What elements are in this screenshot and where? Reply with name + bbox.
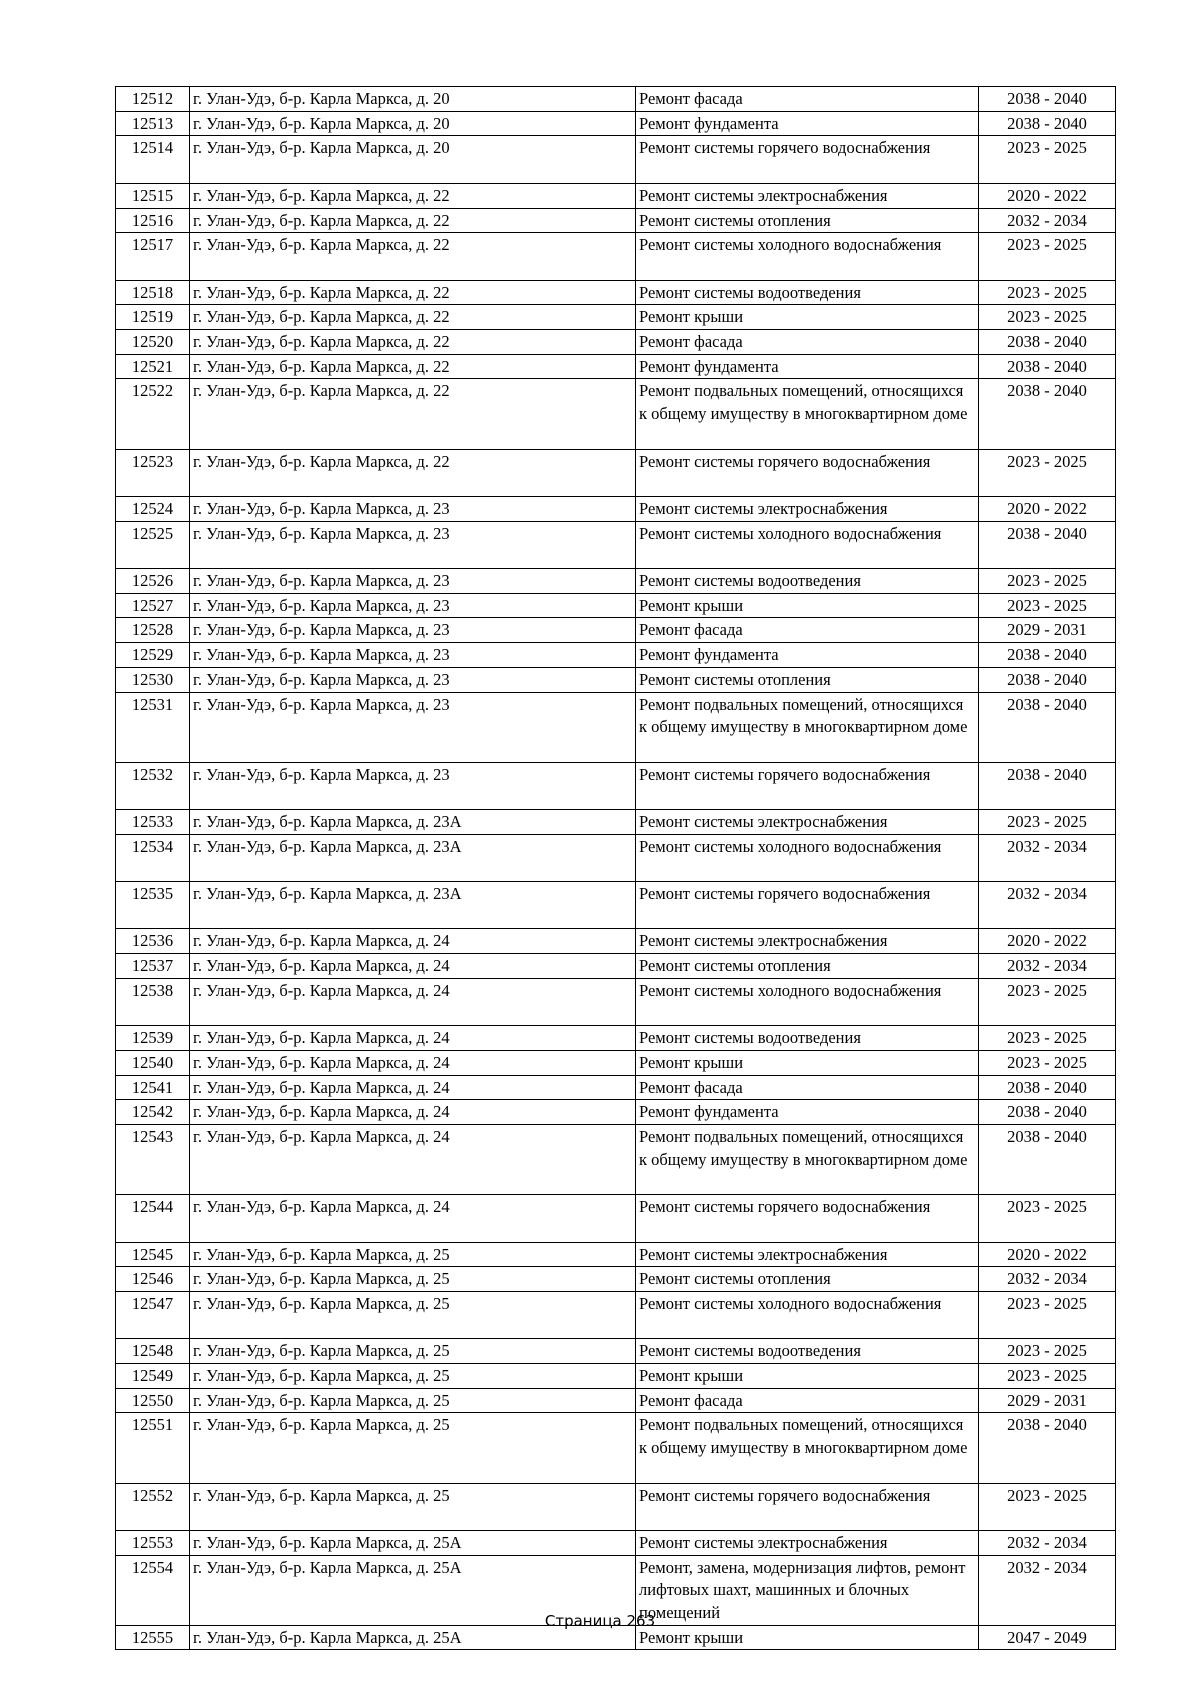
work-type-cell: Ремонт системы холодного водоснабжения (636, 1291, 979, 1338)
address-cell: г. Улан-Удэ, б-р. Карла Маркса, д. 23А (190, 882, 636, 929)
period-cell: 2023 - 2025 (979, 809, 1116, 834)
work-type-cell: Ремонт системы водоотведения (636, 568, 979, 593)
address-cell: г. Улан-Удэ, б-р. Карла Маркса, д. 20 (190, 136, 636, 183)
period-cell: 2032 - 2034 (979, 882, 1116, 929)
work-type-cell: Ремонт фасада (636, 1075, 979, 1100)
row-number-cell: 12517 (116, 233, 190, 280)
period-cell: 2023 - 2025 (979, 305, 1116, 330)
address-cell: г. Улан-Удэ, б-р. Карла Маркса, д. 23 (190, 593, 636, 618)
period-cell: 2032 - 2034 (979, 834, 1116, 881)
address-cell: г. Улан-Удэ, б-р. Карла Маркса, д. 25А (190, 1625, 636, 1650)
period-cell: 2038 - 2040 (979, 1413, 1116, 1483)
work-type-cell: Ремонт крыши (636, 593, 979, 618)
work-type-cell: Ремонт, замена, модернизация лифтов, ремонт лифтовых шахт, машинных и блочных помещений (636, 1555, 979, 1625)
row-number-cell: 12540 (116, 1050, 190, 1075)
period-cell: 2038 - 2040 (979, 692, 1116, 762)
work-type-cell: Ремонт подвальных помещений, относящихся к общему имуществу в многоквартирном доме (636, 379, 979, 449)
work-type-cell: Ремонт крыши (636, 1625, 979, 1650)
row-number-cell: 12522 (116, 379, 190, 449)
table-row (116, 183, 1116, 208)
address-cell: г. Улан-Удэ, б-р. Карла Маркса, д. 24 (190, 1050, 636, 1075)
address-cell: г. Улан-Удэ, б-р. Карла Маркса, д. 22 (190, 449, 636, 496)
work-type-cell: Ремонт системы электроснабжения (636, 496, 979, 521)
period-cell: 2023 - 2025 (979, 1026, 1116, 1051)
address-cell: г. Улан-Удэ, б-р. Карла Маркса, д. 23А (190, 834, 636, 881)
address-cell: г. Улан-Удэ, б-р. Карла Маркса, д. 23 (190, 667, 636, 692)
row-number-cell: 12552 (116, 1483, 190, 1530)
address-cell: г. Улан-Удэ, б-р. Карла Маркса, д. 22 (190, 354, 636, 379)
period-cell: 2038 - 2040 (979, 87, 1116, 112)
row-number-cell: 12523 (116, 449, 190, 496)
row-number-cell: 12534 (116, 834, 190, 881)
address-cell: г. Улан-Удэ, б-р. Карла Маркса, д. 23 (190, 496, 636, 521)
row-number-cell: 12541 (116, 1075, 190, 1100)
address-cell: г. Улан-Удэ, б-р. Карла Маркса, д. 25 (190, 1483, 636, 1530)
work-type-cell: Ремонт фундамента (636, 354, 979, 379)
table-row (116, 1339, 1116, 1364)
work-type-cell: Ремонт системы холодного водоснабжения (636, 834, 979, 881)
work-type-cell: Ремонт системы отопления (636, 1267, 979, 1292)
table-row (116, 1388, 1116, 1413)
table-row (116, 1413, 1116, 1483)
work-type-cell: Ремонт фундамента (636, 111, 979, 136)
row-number-cell: 12543 (116, 1125, 190, 1195)
period-cell: 2020 - 2022 (979, 183, 1116, 208)
table-row (116, 354, 1116, 379)
address-cell: г. Улан-Удэ, б-р. Карла Маркса, д. 25 (190, 1364, 636, 1389)
row-number-cell: 12554 (116, 1555, 190, 1625)
address-cell: г. Улан-Удэ, б-р. Карла Маркса, д. 24 (190, 954, 636, 979)
period-cell: 2029 - 2031 (979, 618, 1116, 643)
period-cell: 2023 - 2025 (979, 1483, 1116, 1530)
period-cell: 2023 - 2025 (979, 978, 1116, 1025)
table-row (116, 1075, 1116, 1100)
period-cell: 2038 - 2040 (979, 111, 1116, 136)
period-cell: 2038 - 2040 (979, 521, 1116, 568)
period-cell: 2023 - 2025 (979, 1195, 1116, 1242)
row-number-cell: 12542 (116, 1100, 190, 1125)
row-number-cell: 12516 (116, 208, 190, 233)
address-cell: г. Улан-Удэ, б-р. Карла Маркса, д. 23А (190, 809, 636, 834)
row-number-cell: 12515 (116, 183, 190, 208)
row-number-cell: 12531 (116, 692, 190, 762)
table-row (116, 568, 1116, 593)
row-number-cell: 12528 (116, 618, 190, 643)
work-type-cell: Ремонт системы электроснабжения (636, 929, 979, 954)
table-row (116, 618, 1116, 643)
row-number-cell: 12532 (116, 762, 190, 809)
address-cell: г. Улан-Удэ, б-р. Карла Маркса, д. 24 (190, 1075, 636, 1100)
period-cell: 2023 - 2025 (979, 136, 1116, 183)
period-cell: 2023 - 2025 (979, 233, 1116, 280)
address-cell: г. Улан-Удэ, б-р. Карла Маркса, д. 24 (190, 1125, 636, 1195)
table-row (116, 882, 1116, 929)
period-cell: 2038 - 2040 (979, 762, 1116, 809)
page-number: Страница 263 (544, 1612, 656, 1630)
row-number-cell: 12546 (116, 1267, 190, 1292)
period-cell: 2023 - 2025 (979, 1291, 1116, 1338)
work-type-cell: Ремонт крыши (636, 1364, 979, 1389)
period-cell: 2023 - 2025 (979, 593, 1116, 618)
row-number-cell: 12555 (116, 1625, 190, 1650)
table-row (116, 1242, 1116, 1267)
address-cell: г. Улан-Удэ, б-р. Карла Маркса, д. 23 (190, 521, 636, 568)
period-cell: 2038 - 2040 (979, 1100, 1116, 1125)
address-cell: г. Улан-Удэ, б-р. Карла Маркса, д. 25 (190, 1413, 636, 1483)
table-row (116, 1267, 1116, 1292)
table-row (116, 379, 1116, 449)
row-number-cell: 12526 (116, 568, 190, 593)
table-row (116, 929, 1116, 954)
work-type-cell: Ремонт системы водоотведения (636, 280, 979, 305)
work-type-cell: Ремонт системы горячего водоснабжения (636, 136, 979, 183)
table-row (116, 1125, 1116, 1195)
address-cell: г. Улан-Удэ, б-р. Карла Маркса, д. 22 (190, 280, 636, 305)
period-cell: 2038 - 2040 (979, 330, 1116, 355)
work-type-cell: Ремонт подвальных помещений, относящихся к общему имуществу в многоквартирном доме (636, 692, 979, 762)
period-cell: 2032 - 2034 (979, 1555, 1116, 1625)
address-cell: г. Улан-Удэ, б-р. Карла Маркса, д. 24 (190, 1100, 636, 1125)
table-body (116, 87, 1116, 1650)
row-number-cell: 12536 (116, 929, 190, 954)
address-cell: г. Улан-Удэ, б-р. Карла Маркса, д. 23 (190, 643, 636, 668)
work-type-cell: Ремонт фундамента (636, 1100, 979, 1125)
table-row (116, 1050, 1116, 1075)
work-type-cell: Ремонт крыши (636, 1050, 979, 1075)
row-number-cell: 12514 (116, 136, 190, 183)
address-cell: г. Улан-Удэ, б-р. Карла Маркса, д. 23 (190, 762, 636, 809)
address-cell: г. Улан-Удэ, б-р. Карла Маркса, д. 22 (190, 208, 636, 233)
period-cell: 2038 - 2040 (979, 667, 1116, 692)
table-row (116, 1291, 1116, 1338)
row-number-cell: 12550 (116, 1388, 190, 1413)
address-cell: г. Улан-Удэ, б-р. Карла Маркса, д. 23 (190, 568, 636, 593)
table-row (116, 330, 1116, 355)
address-cell: г. Улан-Удэ, б-р. Карла Маркса, д. 25А (190, 1530, 636, 1555)
period-cell: 2032 - 2034 (979, 954, 1116, 979)
row-number-cell: 12549 (116, 1364, 190, 1389)
work-type-cell: Ремонт системы горячего водоснабжения (636, 449, 979, 496)
work-type-cell: Ремонт системы отопления (636, 667, 979, 692)
row-number-cell: 12513 (116, 111, 190, 136)
table-row (116, 208, 1116, 233)
address-cell: г. Улан-Удэ, б-р. Карла Маркса, д. 24 (190, 929, 636, 954)
table-row (116, 809, 1116, 834)
table-row (116, 643, 1116, 668)
work-type-cell: Ремонт системы горячего водоснабжения (636, 762, 979, 809)
table-row (116, 111, 1116, 136)
period-cell: 2032 - 2034 (979, 1530, 1116, 1555)
table-row (116, 1195, 1116, 1242)
table-row (116, 1026, 1116, 1051)
period-cell: 2020 - 2022 (979, 1242, 1116, 1267)
work-type-cell: Ремонт фасада (636, 87, 979, 112)
period-cell: 2032 - 2034 (979, 208, 1116, 233)
address-cell: г. Улан-Удэ, б-р. Карла Маркса, д. 25 (190, 1291, 636, 1338)
work-type-cell: Ремонт системы горячего водоснабжения (636, 1483, 979, 1530)
address-cell: г. Улан-Удэ, б-р. Карла Маркса, д. 22 (190, 183, 636, 208)
address-cell: г. Улан-Удэ, б-р. Карла Маркса, д. 22 (190, 233, 636, 280)
address-cell: г. Улан-Удэ, б-р. Карла Маркса, д. 22 (190, 379, 636, 449)
table-row (116, 954, 1116, 979)
period-cell: 2038 - 2040 (979, 1075, 1116, 1100)
work-type-cell: Ремонт системы отопления (636, 208, 979, 233)
period-cell: 2023 - 2025 (979, 1364, 1116, 1389)
period-cell: 2038 - 2040 (979, 354, 1116, 379)
address-cell: г. Улан-Удэ, б-р. Карла Маркса, д. 23 (190, 618, 636, 643)
work-type-cell: Ремонт системы электроснабжения (636, 183, 979, 208)
row-number-cell: 12545 (116, 1242, 190, 1267)
row-number-cell: 12512 (116, 87, 190, 112)
address-cell: г. Улан-Удэ, б-р. Карла Маркса, д. 22 (190, 305, 636, 330)
period-cell: 2023 - 2025 (979, 1050, 1116, 1075)
table-row (116, 1364, 1116, 1389)
period-cell: 2038 - 2040 (979, 1125, 1116, 1195)
work-type-cell: Ремонт системы электроснабжения (636, 1530, 979, 1555)
row-number-cell: 12521 (116, 354, 190, 379)
row-number-cell: 12544 (116, 1195, 190, 1242)
table-row (116, 593, 1116, 618)
address-cell: г. Улан-Удэ, б-р. Карла Маркса, д. 24 (190, 978, 636, 1025)
table-row (116, 521, 1116, 568)
work-type-cell: Ремонт фасада (636, 618, 979, 643)
address-cell: г. Улан-Удэ, б-р. Карла Маркса, д. 23 (190, 692, 636, 762)
period-cell: 2020 - 2022 (979, 929, 1116, 954)
work-type-cell: Ремонт фасада (636, 330, 979, 355)
table-row (116, 692, 1116, 762)
work-type-cell: Ремонт крыши (636, 305, 979, 330)
period-cell: 2038 - 2040 (979, 643, 1116, 668)
table-row (116, 496, 1116, 521)
row-number-cell: 12551 (116, 1413, 190, 1483)
row-number-cell: 12535 (116, 882, 190, 929)
table-row (116, 978, 1116, 1025)
period-cell: 2020 - 2022 (979, 496, 1116, 521)
work-type-cell: Ремонт подвальных помещений, относящихся к общему имуществу в многоквартирном доме (636, 1413, 979, 1483)
address-cell: г. Улан-Удэ, б-р. Карла Маркса, д. 22 (190, 330, 636, 355)
address-cell: г. Улан-Удэ, б-р. Карла Маркса, д. 25 (190, 1267, 636, 1292)
period-cell: 2023 - 2025 (979, 280, 1116, 305)
repair-schedule-table (115, 86, 1116, 1650)
table-row (116, 233, 1116, 280)
row-number-cell: 12539 (116, 1026, 190, 1051)
row-number-cell: 12524 (116, 496, 190, 521)
work-type-cell: Ремонт системы электроснабжения (636, 809, 979, 834)
table-row (116, 305, 1116, 330)
work-type-cell: Ремонт системы горячего водоснабжения (636, 1195, 979, 1242)
table-row (116, 136, 1116, 183)
work-type-cell: Ремонт фасада (636, 1388, 979, 1413)
work-type-cell: Ремонт системы водоотведения (636, 1339, 979, 1364)
row-number-cell: 12538 (116, 978, 190, 1025)
row-number-cell: 12533 (116, 809, 190, 834)
table-row (116, 87, 1116, 112)
address-cell: г. Улан-Удэ, б-р. Карла Маркса, д. 25А (190, 1555, 636, 1625)
work-type-cell: Ремонт подвальных помещений, относящихся к общему имуществу в многоквартирном доме (636, 1125, 979, 1195)
work-type-cell: Ремонт системы электроснабжения (636, 1242, 979, 1267)
address-cell: г. Улан-Удэ, б-р. Карла Маркса, д. 25 (190, 1339, 636, 1364)
address-cell: г. Улан-Удэ, б-р. Карла Маркса, д. 24 (190, 1195, 636, 1242)
row-number-cell: 12520 (116, 330, 190, 355)
address-cell: г. Улан-Удэ, б-р. Карла Маркса, д. 20 (190, 87, 636, 112)
table-row (116, 1100, 1116, 1125)
table-row (116, 280, 1116, 305)
table-row (116, 667, 1116, 692)
period-cell: 2023 - 2025 (979, 449, 1116, 496)
period-cell: 2038 - 2040 (979, 379, 1116, 449)
address-cell: г. Улан-Удэ, б-р. Карла Маркса, д. 24 (190, 1026, 636, 1051)
row-number-cell: 12527 (116, 593, 190, 618)
row-number-cell: 12547 (116, 1291, 190, 1338)
period-cell: 2023 - 2025 (979, 568, 1116, 593)
work-type-cell: Ремонт системы горячего водоснабжения (636, 882, 979, 929)
row-number-cell: 12518 (116, 280, 190, 305)
work-type-cell: Ремонт системы отопления (636, 954, 979, 979)
period-cell: 2023 - 2025 (979, 1339, 1116, 1364)
table-row (116, 449, 1116, 496)
row-number-cell: 12525 (116, 521, 190, 568)
table-row (116, 834, 1116, 881)
table-row (116, 1483, 1116, 1530)
address-cell: г. Улан-Удэ, б-р. Карла Маркса, д. 25 (190, 1242, 636, 1267)
work-type-cell: Ремонт системы водоотведения (636, 1026, 979, 1051)
period-cell: 2029 - 2031 (979, 1388, 1116, 1413)
address-cell: г. Улан-Удэ, б-р. Карла Маркса, д. 25 (190, 1388, 636, 1413)
work-type-cell: Ремонт фундамента (636, 643, 979, 668)
row-number-cell: 12529 (116, 643, 190, 668)
row-number-cell: 12553 (116, 1530, 190, 1555)
row-number-cell: 12530 (116, 667, 190, 692)
work-type-cell: Ремонт системы холодного водоснабжения (636, 521, 979, 568)
row-number-cell: 12537 (116, 954, 190, 979)
period-cell: 2047 - 2049 (979, 1625, 1116, 1650)
address-cell: г. Улан-Удэ, б-р. Карла Маркса, д. 20 (190, 111, 636, 136)
work-type-cell: Ремонт системы холодного водоснабжения (636, 978, 979, 1025)
table-row (116, 1530, 1116, 1555)
period-cell: 2032 - 2034 (979, 1267, 1116, 1292)
row-number-cell: 12548 (116, 1339, 190, 1364)
table-row (116, 762, 1116, 809)
row-number-cell: 12519 (116, 305, 190, 330)
work-type-cell: Ремонт системы холодного водоснабжения (636, 233, 979, 280)
